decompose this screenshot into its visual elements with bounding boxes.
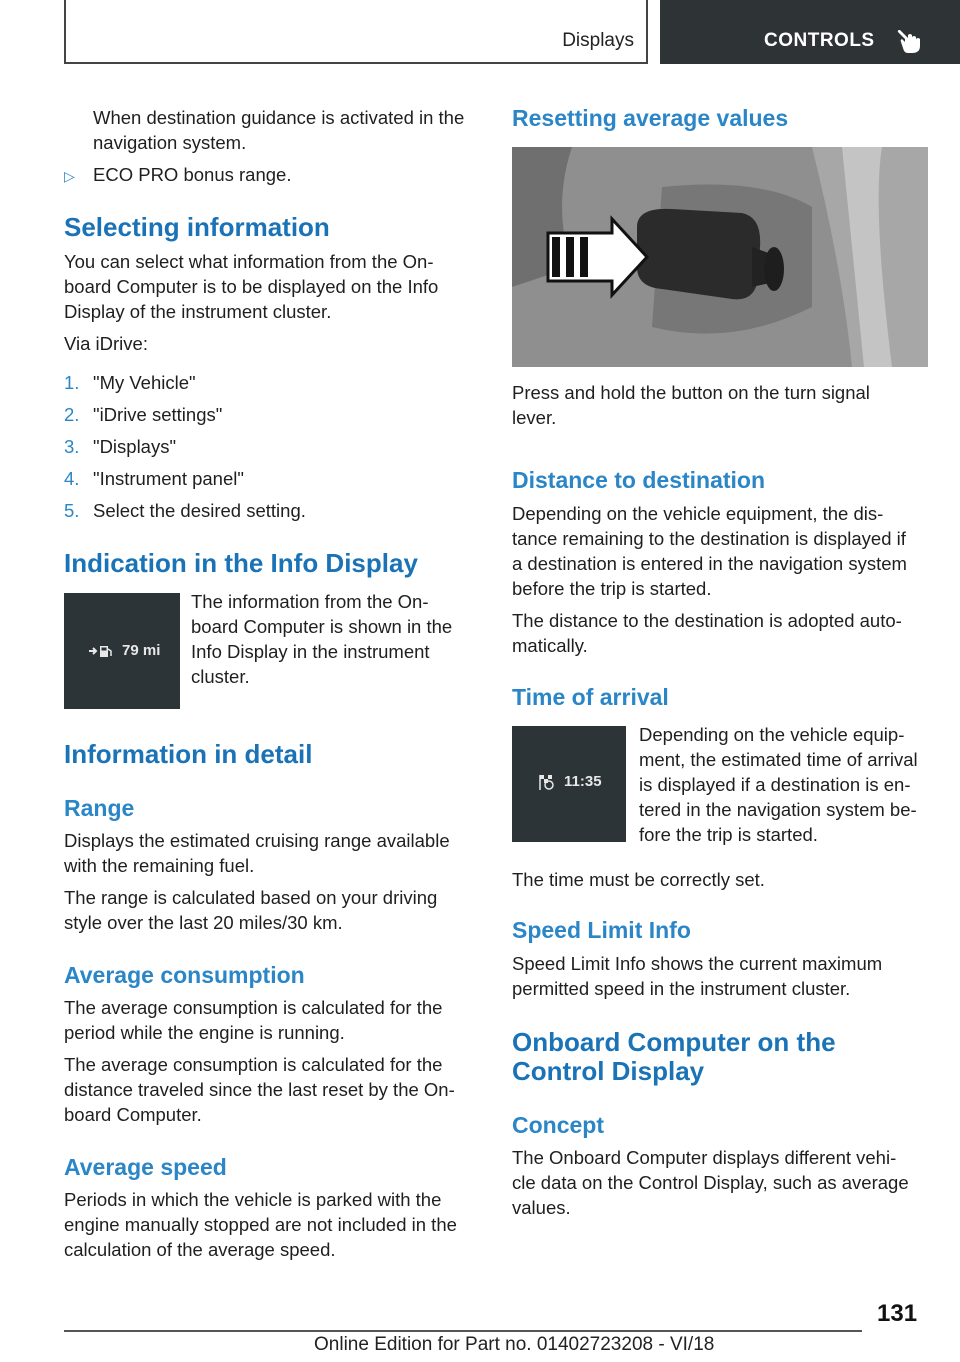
- indication-body-line: The information from the On-: [191, 591, 429, 612]
- heading-average-consumption: Average consumption: [64, 962, 305, 988]
- step-item: [64, 498, 306, 523]
- step-text: "Displays": [93, 436, 177, 457]
- range-body-line: The range is calculated based on your driving: [64, 887, 438, 908]
- header-section-label: Displays: [562, 30, 634, 51]
- header-chapter-label: CONTROLS: [764, 30, 875, 51]
- consumption-body-line: The average consumption is calculated for the: [64, 1054, 443, 1075]
- consumption-body-line: period while the engine is running.: [64, 1022, 345, 1043]
- step-text: "iDrive settings": [93, 404, 223, 425]
- step-number: 3.: [64, 436, 80, 457]
- intro-line-2: navigation system.: [93, 132, 247, 153]
- info-display-arrival-image: [512, 726, 626, 842]
- info-display-range-image: [64, 593, 180, 709]
- step-item: [64, 370, 196, 395]
- concept-body-line: cle data on the Control Display, such as average: [512, 1172, 909, 1193]
- consumption-body-line: board Computer.: [64, 1104, 202, 1125]
- heading-selecting-information: Selecting information: [64, 212, 330, 242]
- bullet-text: ECO PRO bonus range.: [93, 164, 292, 185]
- indication-body-line: Info Display in the instrument: [191, 641, 430, 662]
- arrival-time-value: 11:35: [564, 773, 602, 790]
- speed-limit-body-line: permitted speed in the instrument cluster.: [512, 978, 851, 999]
- arrival-body-line: ment, the estimated time of arrival: [639, 749, 918, 770]
- step-number: 1.: [64, 372, 80, 393]
- heading-range: Range: [64, 795, 135, 821]
- step-item: [64, 466, 244, 491]
- indication-body-line: cluster.: [191, 666, 250, 687]
- arrival-body-line: fore the trip is started.: [639, 824, 818, 845]
- heading-average-speed: Average speed: [64, 1154, 227, 1180]
- heading-information-in-detail: Information in detail: [64, 739, 313, 769]
- range-fuel-icon: [88, 643, 114, 659]
- selecting-body-line: You can select what information from the On-: [64, 251, 434, 272]
- reset-body-line: lever.: [512, 407, 557, 428]
- heading-resetting-average-values: Resetting average values: [512, 105, 789, 131]
- distance-body-line: Depending on the vehicle equipment, the dis-: [512, 503, 884, 524]
- distance-body-line: The distance to the destination is adopted auto-: [512, 610, 902, 631]
- arrival-body-line: is displayed if a destination is en-: [639, 774, 911, 795]
- concept-body-line: values.: [512, 1197, 571, 1218]
- step-item: [64, 402, 222, 427]
- distance-body-line: matically.: [512, 635, 588, 656]
- step-number: 2.: [64, 404, 80, 425]
- via-idrive-label: Via iDrive:: [64, 333, 148, 354]
- arrival-body-line: tered in the navigation system be-: [639, 799, 917, 820]
- page-number: 131: [877, 1300, 918, 1327]
- range-value: 79 mi: [122, 642, 161, 659]
- selecting-body-line: board Computer is to be displayed on the Info: [64, 276, 439, 297]
- turn-signal-lever-photo: [512, 147, 928, 367]
- arrival-note: The time must be correctly set.: [512, 869, 765, 890]
- speed-limit-body-line: Speed Limit Info shows the current maximum: [512, 953, 883, 974]
- range-body-line: style over the last 20 miles/30 km.: [64, 912, 343, 933]
- speed-body-line: Periods in which the vehicle is parked with the: [64, 1189, 442, 1210]
- reset-body-line: Press and hold the button on the turn signal: [512, 382, 870, 403]
- speed-body-line: engine manually stopped are not included in the: [64, 1214, 457, 1235]
- heading-concept: Concept: [512, 1112, 604, 1138]
- heading-onboard-computer-line2: Control Display: [512, 1056, 705, 1086]
- flag-clock-icon: [538, 773, 556, 791]
- distance-body-line: tance remaining to the destination is displayed if: [512, 528, 906, 549]
- step-text: Select the desired setting.: [93, 500, 306, 521]
- range-body-line: Displays the estimated cruising range available: [64, 830, 450, 851]
- heading-onboard-computer-line1: Onboard Computer on the: [512, 1027, 836, 1057]
- step-text: "My Vehicle": [93, 372, 196, 393]
- header-chapter-tab: [660, 0, 960, 64]
- triangle-bullet-icon: ▷: [64, 168, 75, 184]
- step-text: "Instrument panel": [93, 468, 244, 489]
- arrival-body-line: Depending on the vehicle equip-: [639, 724, 905, 745]
- footer-edition: Online Edition for Part no. 01402723208 - VI/18: [314, 1334, 715, 1355]
- range-body-line: with the remaining fuel.: [64, 855, 255, 876]
- consumption-body-line: The average consumption is calculated for the: [64, 997, 443, 1018]
- selecting-body-line: Display of the instrument cluster.: [64, 301, 332, 322]
- concept-body-line: The Onboard Computer displays different vehi-: [512, 1147, 897, 1168]
- step-item: [64, 434, 176, 459]
- heading-distance-to-destination: Distance to destination: [512, 467, 766, 493]
- speed-body-line: calculation of the average speed.: [64, 1239, 336, 1260]
- step-number: 4.: [64, 468, 80, 489]
- distance-body-line: before the trip is started.: [512, 578, 712, 599]
- footer-divider: [64, 1330, 862, 1332]
- consumption-body-line: distance traveled since the last reset by the On-: [64, 1079, 455, 1100]
- bullet-item: [64, 162, 291, 189]
- distance-body-line: a destination is entered in the navigation system: [512, 553, 907, 574]
- heading-indication-info-display: Indication in the Info Display: [64, 548, 418, 578]
- step-number: 5.: [64, 500, 80, 521]
- heading-time-of-arrival: Time of arrival: [512, 684, 669, 710]
- indication-body-line: board Computer is shown in the: [191, 616, 453, 637]
- header-section-tab: [64, 0, 648, 64]
- intro-line-1: When destination guidance is activated in the: [93, 107, 465, 128]
- heading-speed-limit-info: Speed Limit Info: [512, 917, 691, 943]
- pointing-hand-icon: [896, 26, 922, 54]
